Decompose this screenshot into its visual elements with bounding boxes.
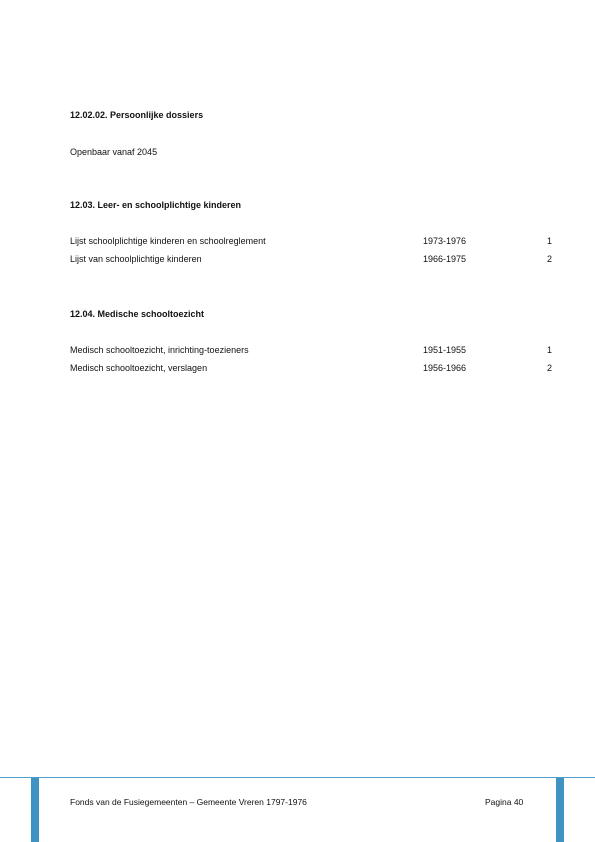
row-description: Medisch schooltoezicht, verslagen — [70, 363, 208, 373]
inventory-row — [70, 363, 552, 375]
section-heading-persoonlijke-dossiers: 12.02.02. Persoonlijke dossiers — [70, 110, 204, 120]
footer-page-number: Pagina 40 — [485, 797, 524, 807]
row-description: Medisch schooltoezicht, inrichting-toezieners — [70, 345, 249, 355]
footer-divider — [0, 777, 595, 778]
row-years: 1966-1975 — [423, 254, 467, 264]
section-heading-schoolplichtige-kinderen: 12.03. Leer- en schoolplichtige kinderen — [70, 200, 242, 210]
footer-accent-bar-right — [556, 778, 564, 842]
section-heading-medische-schooltoezicht: 12.04. Medische schooltoezicht — [70, 309, 205, 319]
inventory-row — [70, 236, 552, 248]
inventory-row — [70, 345, 552, 357]
row-description: Lijst van schoolplichtige kinderen — [70, 254, 202, 264]
footer-accent-bar-left — [31, 778, 39, 842]
row-years: 1973-1976 — [423, 236, 467, 246]
footer-title: Fonds van de Fusiegemeenten – Gemeente Vreren 1797-1976 — [70, 797, 307, 807]
row-number: 2 — [546, 254, 552, 264]
row-number: 1 — [546, 236, 552, 246]
row-years: 1956-1966 — [423, 363, 467, 373]
inventory-row — [70, 254, 552, 266]
row-number: 2 — [546, 363, 552, 373]
row-description: Lijst schoolplichtige kinderen en schoolreglement — [70, 236, 266, 246]
access-note: Openbaar vanaf 2045 — [70, 147, 158, 157]
row-years: 1951-1955 — [423, 345, 467, 355]
row-number: 1 — [546, 345, 552, 355]
